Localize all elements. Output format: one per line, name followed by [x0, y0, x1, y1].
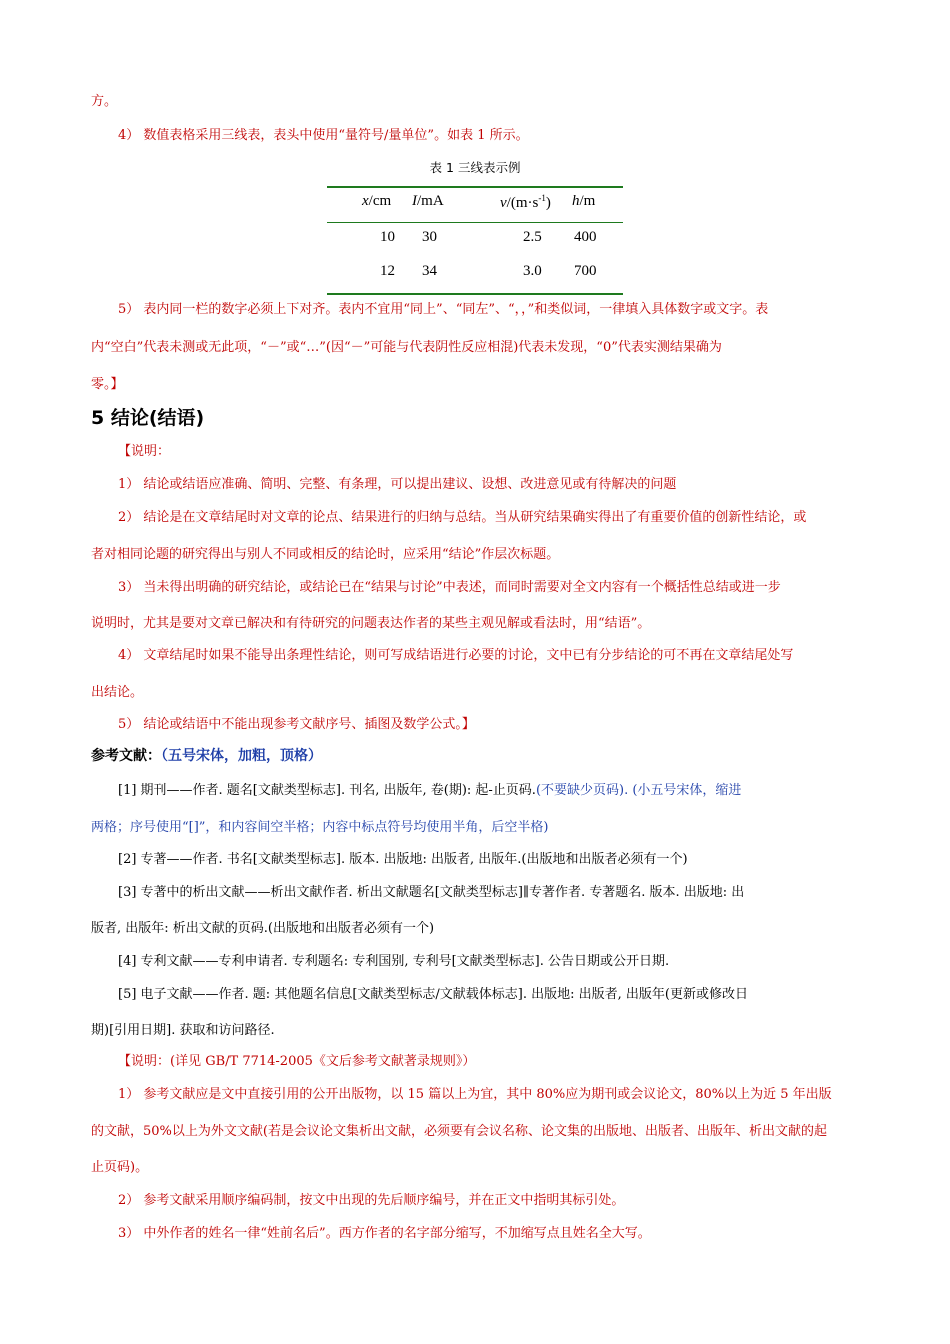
note-label: 【说明：	[118, 444, 171, 459]
table-cell: 30	[422, 229, 437, 245]
references-note-3: 3） 中外作者的姓名一律“姓前名后”。西方作者的名字部分缩写，不加缩写点且姓名全大写。	[118, 1226, 651, 1241]
conclusion-item-4: 4） 文章结尾时如果不能导出条理性结论，则可写成结语进行必要的讨论，文中已有分步结论的可不再在文章结尾处写	[118, 648, 794, 663]
table-cell: 10	[380, 229, 395, 245]
conclusion-item-4-cont: 出结论。	[91, 685, 144, 700]
table-bottom-rule	[327, 293, 623, 295]
references-note-1-cont: 的文献，50%以上为外文文献(若是会议论文集析出文献，必须要有会议名称、论文集的出版地、出版者、出版年、析出文献的起	[91, 1124, 827, 1139]
table-top-rule	[327, 186, 623, 188]
table-cell: 34	[422, 263, 437, 279]
guideline-item-5-end: 零。】	[91, 377, 124, 392]
reference-4: [4] 专利文献——专利申请者. 专利题名: 专利国别, 专利号[文献类型标志]. 公告日期或公开日期.	[118, 954, 670, 969]
guideline-item-5-cont: 内“空白”代表未测或无此项，“－”或“…”(因“－”可能与代表阴性反应相混)代表未发现，“0”代表实测结果确为	[91, 340, 722, 355]
reference-5: [5] 电子文献——作者. 题: 其他题名信息[文献类型标志/文献载体标志]. 出版地: 出版者, 出版年(更新或修改日	[118, 987, 748, 1002]
section-heading: 5 结论(结语)	[91, 407, 205, 429]
reference-5-cont: 期)[引用日期]. 获取和访问路径.	[91, 1023, 275, 1038]
table-cell: 2.5	[523, 229, 542, 245]
conclusion-item-3: 3） 当未得出明确的研究结论，或结论已在“结果与讨论”中表述，而同时需要对全文内容有一个概括性总结或进一步	[118, 580, 781, 595]
guideline-item-5: 5） 表内同一栏的数字必须上下对齐。表内不宜用“同上”、“同左”、“，，”和类似词，一律填入具体数字或文字。表	[118, 302, 769, 317]
references-note-label: 【说明：(详见 GB/T 7714-2005《文后参考文献著录规则》）	[118, 1054, 476, 1069]
table-cell: 3.0	[523, 263, 542, 279]
text-line: 方。	[91, 94, 118, 109]
reference-1: [1] 期刊——作者. 题名[文献类型标志]. 刊名, 出版年, 卷(期): 起-止页码.(不要缺少页码). (小五号宋体，缩进	[118, 783, 742, 798]
references-note-2: 2） 参考文献采用顺序编码制，按文中出现的先后顺序编号，并在正文中指明其标引处。	[118, 1193, 625, 1208]
table-header-cell: h/m	[572, 193, 596, 209]
table-cell: 400	[574, 229, 597, 245]
table-caption: 表 1 三线表示例	[429, 160, 521, 175]
table-header-cell: $v/(m\cdot s^{-1})$	[500, 193, 551, 211]
references-note-1: 1） 参考文献应是文中直接引用的公开出版物，以 15 篇以上为宜，其中 80%应为期刊或会议论文，80%以上为近 5 年出版	[118, 1087, 832, 1102]
reference-3-cont: 版者, 出版年: 析出文献的页码.(出版地和出版者必须有一个)	[91, 921, 435, 936]
conclusion-item-2: 2） 结论是在文章结尾时对文章的论点、结果进行的归纳与总结。当从研究结果确实得出了有重要价值的创新性结论，或	[118, 510, 807, 525]
guideline-item-4: 4） 数值表格采用三线表，表头中使用“量符号/量单位”。如表 1 所示。	[118, 128, 529, 143]
conclusion-item-5: 5） 结论或结语中不能出现参考文献序号、插图及数学公式。】	[118, 717, 475, 732]
conclusion-item-2-cont: 者对相同论题的研究得出与别人不同或相反的结论时，应采用“结论”作层次标题。	[91, 547, 560, 562]
conclusion-item-3-cont: 说明时，尤其是要对文章已解决和有待研究的问题表达作者的某些主观见解或看法时，用“结语”。	[91, 616, 651, 631]
table-header-rule	[327, 222, 623, 223]
reference-2: [2] 专著——作者. 书名[文献类型标志]. 版本. 出版地: 出版者, 出版年.(出版地和出版者必须有一个)	[118, 852, 688, 867]
reference-1-note: 两格；序号使用“[]”，和内容间空半格；内容中标点符号均使用半角，后空半格)	[91, 820, 549, 835]
references-title: 参考文献：（五号宋体，加粗，顶格）	[91, 748, 322, 764]
table-header-cell: x/cm	[362, 193, 392, 209]
reference-3: [3] 专著中的析出文献——析出文献作者. 析出文献题名[文献类型标志]∥专著作者. 专著题名. 版本. 出版地: 出	[118, 885, 745, 900]
table-cell: 700	[574, 263, 597, 279]
references-note-1-end: 止页码)。	[91, 1160, 149, 1175]
conclusion-item-1: 1） 结论或结语应准确、简明、完整、有条理，可以提出建议、设想、改进意见或有待解决的问题	[118, 477, 677, 492]
table-cell: 12	[380, 263, 395, 279]
table-header-cell: I/mA	[412, 193, 444, 209]
